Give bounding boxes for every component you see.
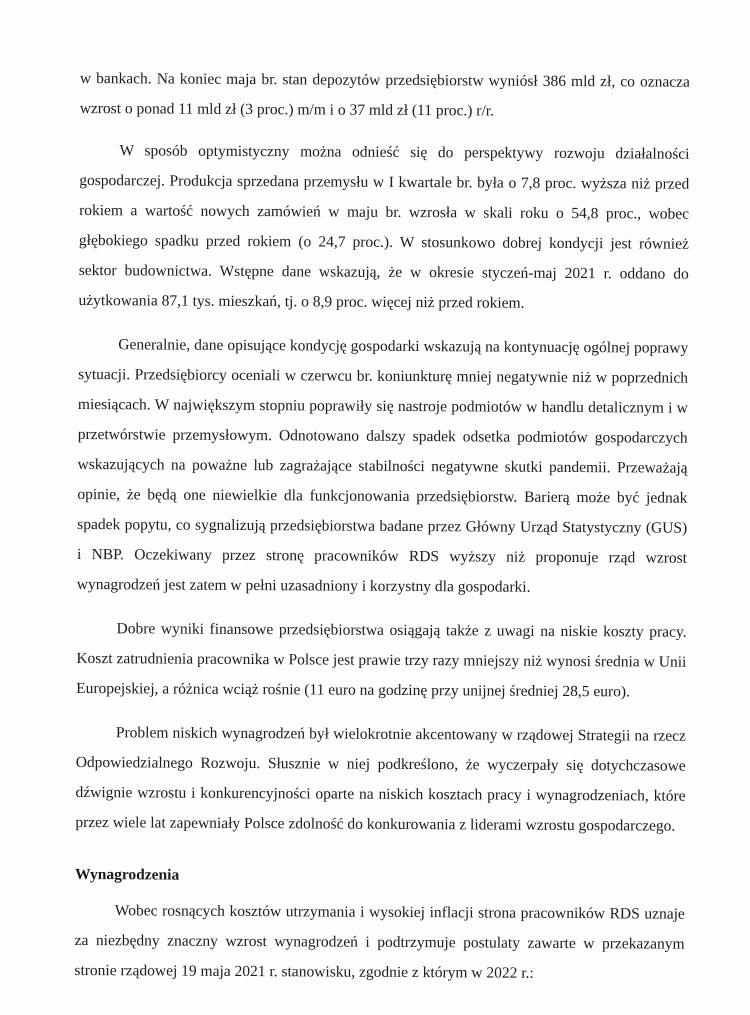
document-body [74,64,690,1004]
section-heading-wages: Wynagrodzenia [74,865,180,884]
paragraph-deposits: w bankach. Na koniec maja br. stan depozytów przedsiębiorstw wyniósł 386 mld zł, co oznacza wzrost o ponad 11 mld zł (3 proc.) m/m i o 37 mld zł (11 proc.) r/r. [79,69,690,120]
paragraph-economic-outlook: W sposób optymistyczny można odnieść się do perspektywy rozwoju działalności gospodarczej. Produkcja sprzedana przemysłu w I kwartale br. była o 7,8 proc. wyższa niż przed rokiem a wartość nowych zamówień w maju br. wzrosła w skali roku o 54,8 proc., wobec głębokiego spadku przed rokiem (o 24,7 proc.). W stosunkowo dobrej kondycji jest również sektor budownictwa. Wstępne dane wskazują, że w okresie styczeń-maj 2021 r. oddano do użytkowania 87,1 tys. mieszkań, tj. o 8,9 proc. więcej niż przed rokiem. [78,142,690,312]
paragraph-wages: Wobec rosnących kosztów utrzymania i wysokiej inflacji strona pracowników RDS uznaje za niezbędny znaczny wzrost wynagrodzeń i podtrzymuje postulaty zawarte w przekazanym stronie rządowej 19 maja 2021 r. stanowisku, zgodnie z którym w 2022 r.: [74,902,685,982]
paragraph-labor-costs: Dobre wyniki finansowe przedsiębiorstwa osiągają także z uwagi na niskie koszty pracy. Koszt zatrudnienia pracownika w Polsce jest prawie trzy razy mniejszy niż wynosi średnia w Unii Europejskiej, a różnica wciąż rośnie (11 euro na godzinę przy unijnej średniej 28,5 euro). [76,620,687,701]
paragraph-low-wages: Problem niskich wynagrodzeń był wielokrotnie akcentowany w rządowej Strategii na rzecz Odpowiedzialnego Rozwoju. Słusznie w niej podkreślono, że wyczerpały się dotychczasowe dźwignie wzrostu i konkurencyjności oparte na niskich kosztach pracy i wynagrodzeniach, które przez wiele lat zapewniały Polsce zdolność do konkurowania z liderami wzrostu gospodarczego. [75,724,686,835]
paragraph-economy-condition: Generalnie, dane opisujące kondycję gospodarki wskazują na kontynuację ogólnej poprawy sytuacji. Przedsiębiorcy oceniali w czerwcu br. koniunkturę mniej negatywnie niż w poprzednich miesiącach. W największym stopniu poprawiły się nastroje podmiotów w handlu detalicznym i w przetwórstwie przemysłowym. Odnotowano dalszy spadek odsetka podmiotów gospodarczych wskazujących na poważne lub zagrażające stabilności negatywne skutki pandemii. Przeważają opinie, że będą one niewielkie dla funkcjonowania przedsiębiorstw. Barierą może być jednak spadek popytu, co sygnalizują przedsiębiorstwa badane przez Główny Urząd Statystyczny (GUS) i NBP. Oczekiwany przez stronę pracowników RDS wyższy niż proponuje rząd wzrost wynagrodzeń jest zatem w pełni uzasadniony i korzystny dla gospodarki. [76,336,689,596]
